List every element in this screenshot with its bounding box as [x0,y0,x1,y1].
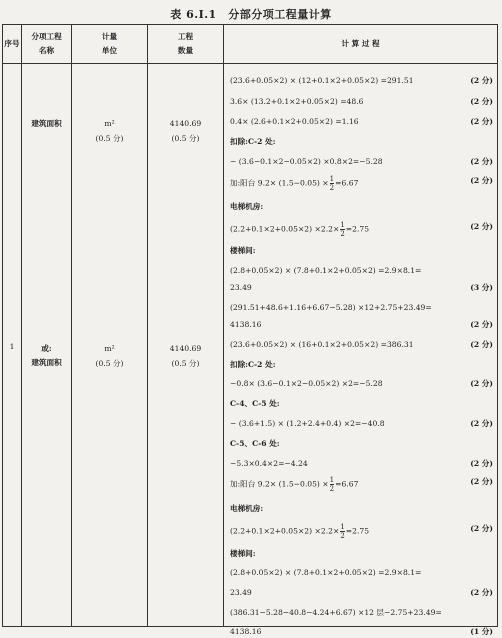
calc-line [230,587,493,599]
calc-line [230,458,493,470]
calc-line-text: −5.3×0.4×2=−4.24 [230,459,308,468]
score-label: (2 分) [470,117,493,126]
calc-line [230,136,493,148]
calc-line [230,548,493,560]
calc-line [230,607,493,619]
calc-line-text: (386.31−5.28−40.8−4.24+6.67) ×12 层−2.75+23.49= [230,608,442,617]
calc-line-text: (23.6+0.05×2) × (12+0.1×2+0.05×2) =291.51 [230,76,414,85]
calc-line-text: 0.4× (2.6+0.1×2+0.05×2) =1.16 [230,117,359,126]
fraction-half: $\frac{1}{2}$ [329,175,335,192]
calc-line [230,302,493,314]
quantity-b-score: (0.5 分) [171,359,200,368]
calculation-process-cell [224,64,498,636]
calc-line [230,523,493,540]
calc-line [230,339,493,351]
quantity-a: 4140.69 [169,119,202,128]
calc-line-text: 加:阳台 9.2× (1.5−0.05) × $\frac{1}{2}$ =6.67 [230,476,359,493]
score-label: (2 分) [470,157,493,166]
calc-line-text: 加:阳台 9.2× (1.5−0.05) × $\frac{1}{2}$ =6.67 [230,175,359,192]
calc-line-text: 电梯机房: [230,504,264,513]
unit-b: m² [104,344,115,353]
calc-line [230,398,493,410]
fraction-half: $\frac{1}{2}$ [340,523,345,540]
unit-b-score: (0.5 分) [95,359,124,368]
quantity-a-score: (0.5 分) [171,134,200,143]
score-label: (2 分) [470,176,493,185]
or-label: 或: [41,344,52,353]
calc-line [230,245,493,257]
calc-line [230,201,493,213]
calc-line [230,282,493,294]
fraction-half: $\frac{1}{2}$ [340,221,345,238]
unit-a-score: (0.5 分) [95,134,124,143]
calc-line [230,359,493,371]
calc-line [230,265,493,277]
calc-line [230,567,493,579]
score-label: (2 分) [470,97,493,106]
item-name-a: 建筑面积 [31,119,62,128]
quantity-b: 4140.69 [169,344,202,353]
calc-line [230,221,493,238]
calc-line [230,418,493,430]
calc-line-text: −0.8× (3.6−0.1×2−0.05×2) ×2=−5.28 [230,379,383,388]
score-label: (2 分) [470,459,493,468]
item-name-b: 建筑面积 [31,358,62,367]
calc-line [230,116,493,128]
calc-line-text: (2.8+0.05×2) × (7.8+0.1×2+0.05×2) =2.9×8.1= [230,568,422,577]
unit-cell [72,64,148,627]
calc-line-text: 楼梯间: [230,246,256,255]
calc-line [230,175,493,192]
calc-line [230,476,493,493]
calc-line-text: 23.49 [230,283,252,292]
score-label: (2 分) [470,76,493,85]
calc-line-text: − (3.6−0.1×2−0.05×2) ×0.8×2=−5.28 [230,157,383,166]
score-label: (2 分) [470,340,493,349]
serial-number: 1 [9,342,15,351]
calc-line [230,626,493,638]
calc-line [230,319,493,331]
calc-line [230,438,493,450]
calc-line [230,378,493,390]
table-header-row [3,25,498,64]
score-label: (2 分) [470,477,493,486]
header-serial: 序号 [3,25,22,64]
calc-line-text: (291.51+48.6+1.16+6.67−5.28) ×12+2.75+23.49= [230,303,432,312]
unit-a: m² [104,119,115,128]
serial-cell [3,64,22,627]
calc-line [230,75,493,87]
calc-line-text: C-5、C-6 处: [230,439,280,448]
calc-line-text: 23.49 [230,588,252,597]
score-label: (2 分) [470,524,493,533]
calc-line-text: (2.2+0.1×2+0.05×2) ×2.2× $\frac{1}{2}$ =2.75 [230,523,370,540]
calc-line [230,96,493,108]
table-title: 表 6.Ⅰ.1 分部分项工程量计算 [170,8,332,21]
score-label: (2 分) [470,419,493,428]
score-label: (2 分) [470,588,493,597]
calc-line-text: 电梯机房: [230,202,264,211]
calc-line-text: 4138.16 [230,320,262,329]
score-label: (2 分) [470,222,493,231]
calc-line-text: 4138.16 [230,627,262,636]
score-label: (2 分) [470,320,493,329]
calc-line-text: (23.6+0.05×2) × (16+0.1×2+0.05×2) =386.31 [230,340,414,349]
item-name-cell [22,64,72,627]
calc-line [230,503,493,515]
calculation-table [2,24,498,636]
calc-line-text: C-4、C-5 处: [230,399,280,408]
calc-line-text: − (3.6+1.5) × (1.2+2.4+0.4) ×2=−40.8 [230,419,385,428]
calc-line [230,156,493,168]
calc-line-text: (2.8+0.05×2) × (7.8+0.1×2+0.05×2) =2.9×8.1= [230,266,422,275]
calc-line-text: 扣除:C-2 处: [230,360,276,369]
header-unit: 计量 单位 [72,25,148,64]
header-calculation-process: 计 算 过 程 [224,25,498,64]
quantity-cell [148,64,224,627]
calc-line-text: (2.2+0.1×2+0.05×2) ×2.2× $\frac{1}{2}$ =2.75 [230,221,370,238]
calc-line-text: 扣除:C-2 处: [230,137,276,146]
fraction-half: $\frac{1}{2}$ [329,476,335,493]
header-quantity: 工程 数量 [148,25,224,64]
calc-line-text: 楼梯间: [230,549,256,558]
score-label: (1 分) [470,627,493,636]
score-label: (2 分) [470,379,493,388]
calc-line-text: 3.6× (13.2+0.1×2+0.05×2) =48.6 [230,97,364,106]
score-label: (3 分) [470,283,493,292]
header-item-name: 分项工程 名称 [22,25,72,64]
table-row [3,64,498,627]
